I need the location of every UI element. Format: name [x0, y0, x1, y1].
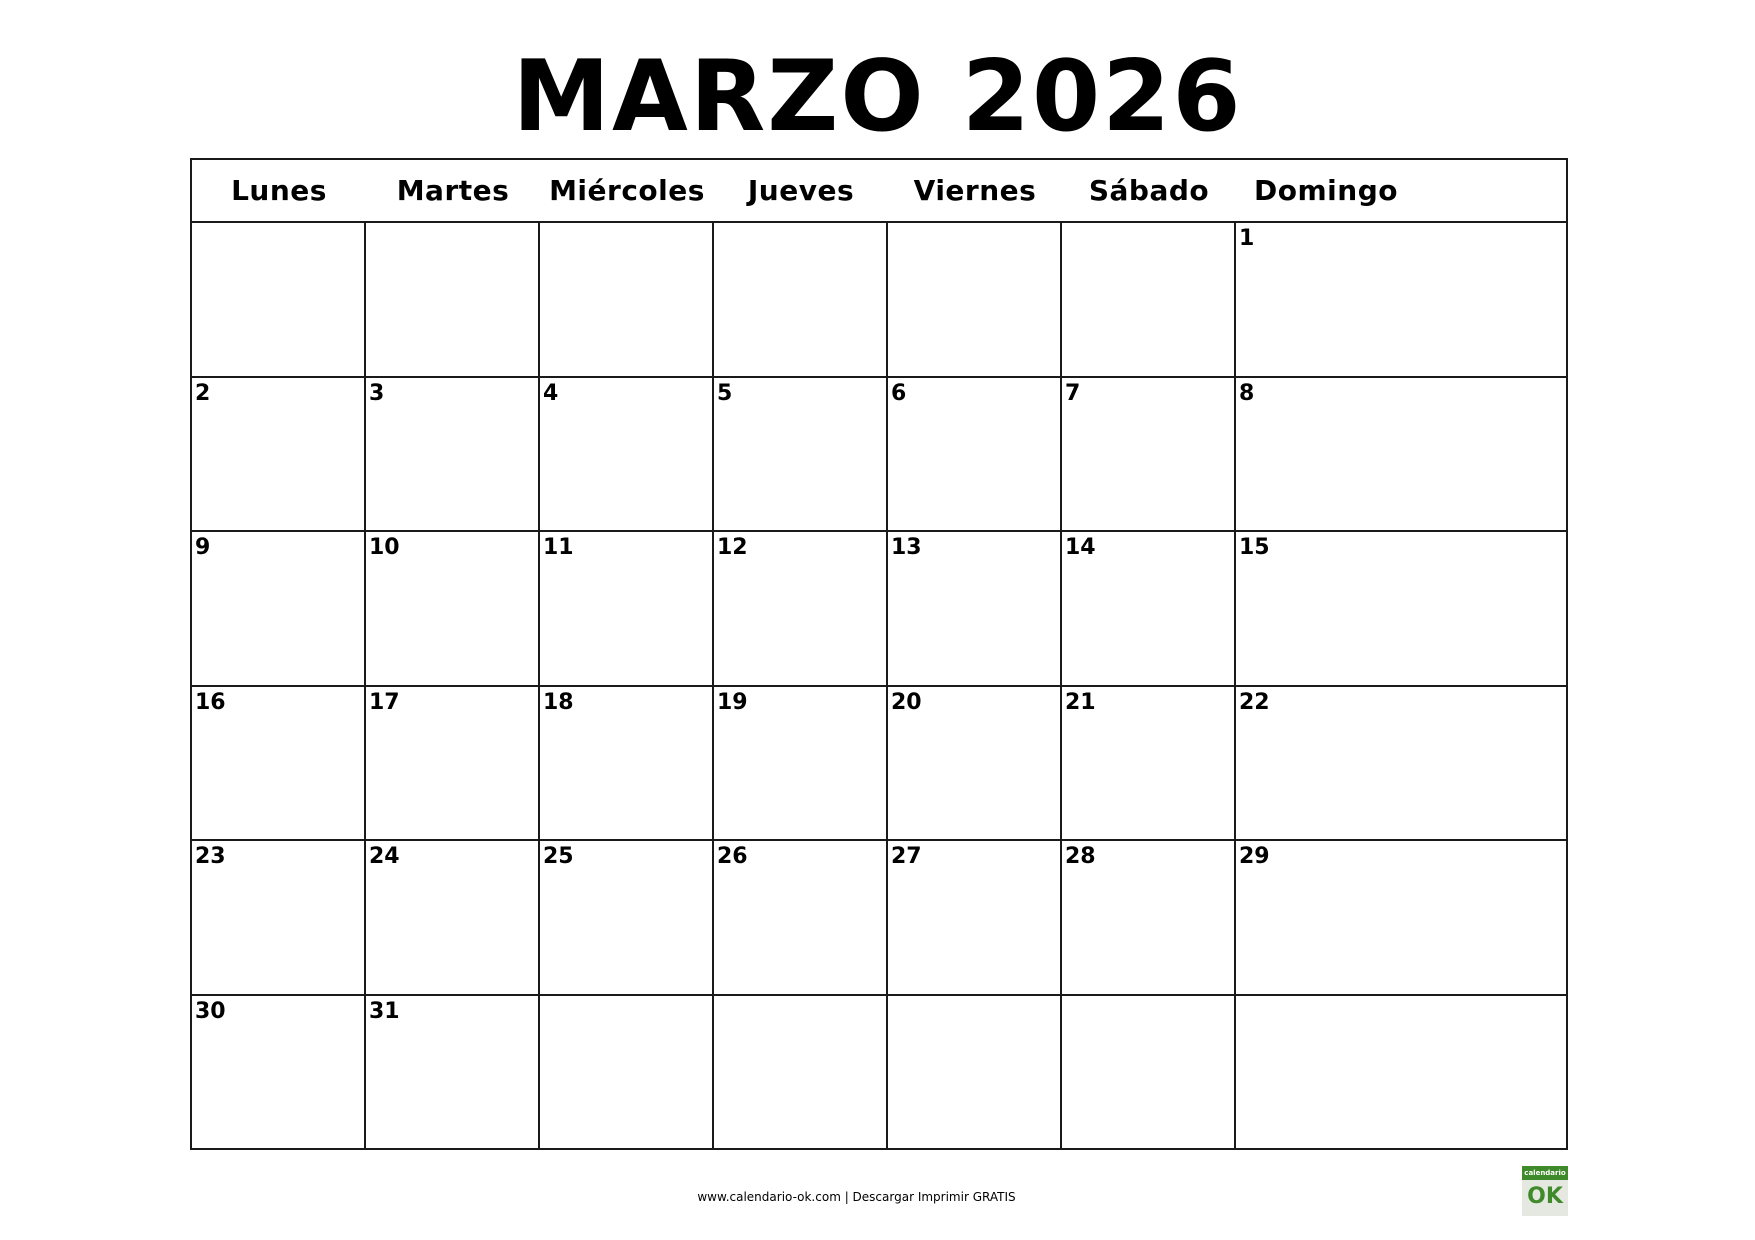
day-number: 9 — [195, 535, 211, 560]
week-row — [192, 841, 1566, 996]
day-cell — [366, 223, 540, 376]
day-number: 13 — [891, 535, 922, 560]
day-cell — [192, 687, 366, 840]
logo-ok-text: OK — [1527, 1184, 1563, 1209]
weekday-header-domingo: Domingo — [1254, 174, 1398, 207]
day-number: 20 — [891, 689, 922, 715]
week-row — [192, 687, 1566, 842]
day-number: 12 — [717, 535, 748, 560]
day-cell — [1062, 996, 1236, 1149]
logo-top-text: calendario — [1522, 1166, 1568, 1180]
weekday-header-lunes: Lunes — [231, 174, 327, 207]
day-number: 26 — [717, 844, 748, 869]
day-cell — [888, 378, 1062, 531]
weekday-header-sabado: Sábado — [1088, 174, 1210, 207]
week-row — [192, 532, 1566, 687]
day-number: 16 — [195, 689, 226, 715]
day-number: 6 — [891, 380, 907, 406]
day-cell — [366, 378, 540, 531]
day-cell — [192, 378, 366, 531]
day-number: 8 — [1239, 380, 1255, 406]
day-cell — [888, 687, 1062, 840]
day-cell — [1062, 687, 1236, 840]
day-cell — [540, 532, 714, 685]
day-number: 2 — [195, 380, 211, 406]
day-number: 25 — [543, 844, 574, 869]
day-number: 10 — [369, 535, 400, 560]
day-cell — [192, 223, 366, 376]
day-cell — [1062, 532, 1236, 685]
day-number: 19 — [717, 689, 748, 715]
day-cell — [366, 841, 540, 994]
day-cell — [1236, 996, 1416, 1149]
day-cell — [714, 532, 888, 685]
day-cell — [888, 223, 1062, 376]
day-number: 21 — [1065, 689, 1096, 715]
footer-text: www.calendario-ok.com | Descargar Imprimir GRATIS — [697, 1190, 1016, 1204]
day-number: 1 — [1239, 226, 1255, 251]
day-cell — [192, 996, 366, 1149]
day-number: 14 — [1065, 535, 1096, 560]
day-cell — [1062, 223, 1236, 376]
day-number: 5 — [717, 380, 733, 406]
day-number: 23 — [195, 844, 226, 869]
day-cell — [714, 996, 888, 1149]
weekday-header-row — [192, 160, 1566, 223]
day-number: 22 — [1239, 689, 1270, 715]
day-cell — [1062, 841, 1236, 994]
weekday-header-martes: Martes — [396, 174, 510, 207]
day-number: 30 — [195, 998, 226, 1024]
day-cell — [1236, 223, 1416, 376]
day-cell — [888, 841, 1062, 994]
day-number: 31 — [369, 998, 400, 1024]
day-number: 28 — [1065, 844, 1096, 869]
day-number: 18 — [543, 689, 574, 715]
day-number: 17 — [369, 689, 400, 715]
day-number: 15 — [1239, 535, 1270, 560]
day-number: 3 — [369, 380, 385, 406]
day-cell — [366, 687, 540, 840]
day-number: 11 — [543, 535, 574, 560]
day-cell — [540, 687, 714, 840]
week-row — [192, 223, 1566, 378]
weekday-header-viernes: Viernes — [913, 174, 1037, 207]
day-number: 24 — [369, 844, 400, 869]
day-cell — [540, 378, 714, 531]
day-number: 27 — [891, 844, 922, 869]
day-cell — [366, 532, 540, 685]
day-cell — [1236, 378, 1416, 531]
day-number: 4 — [543, 380, 559, 406]
day-cell — [1062, 378, 1236, 531]
day-cell — [192, 841, 366, 994]
day-cell — [714, 223, 888, 376]
week-row — [192, 996, 1566, 1149]
day-cell — [888, 532, 1062, 685]
day-cell — [366, 996, 540, 1149]
day-number: 7 — [1065, 380, 1081, 406]
weekday-header-miercoles: Miércoles — [549, 174, 705, 207]
weeks-container — [192, 223, 1566, 1148]
day-cell — [192, 532, 366, 685]
day-cell — [1236, 532, 1416, 685]
day-cell — [540, 841, 714, 994]
day-cell — [540, 223, 714, 376]
calendario-ok-logo — [1522, 1166, 1568, 1216]
day-cell — [1236, 841, 1416, 994]
day-number: 29 — [1239, 844, 1270, 869]
day-cell — [714, 841, 888, 994]
weekday-header-jueves: Jueves — [747, 174, 855, 207]
calendar-grid — [190, 158, 1568, 1150]
week-row — [192, 378, 1566, 533]
day-cell — [888, 996, 1062, 1149]
calendar-title: MARZO 2026 — [512, 40, 1243, 154]
day-cell — [714, 687, 888, 840]
day-cell — [1236, 687, 1416, 840]
day-cell — [714, 378, 888, 531]
day-cell — [540, 996, 714, 1149]
